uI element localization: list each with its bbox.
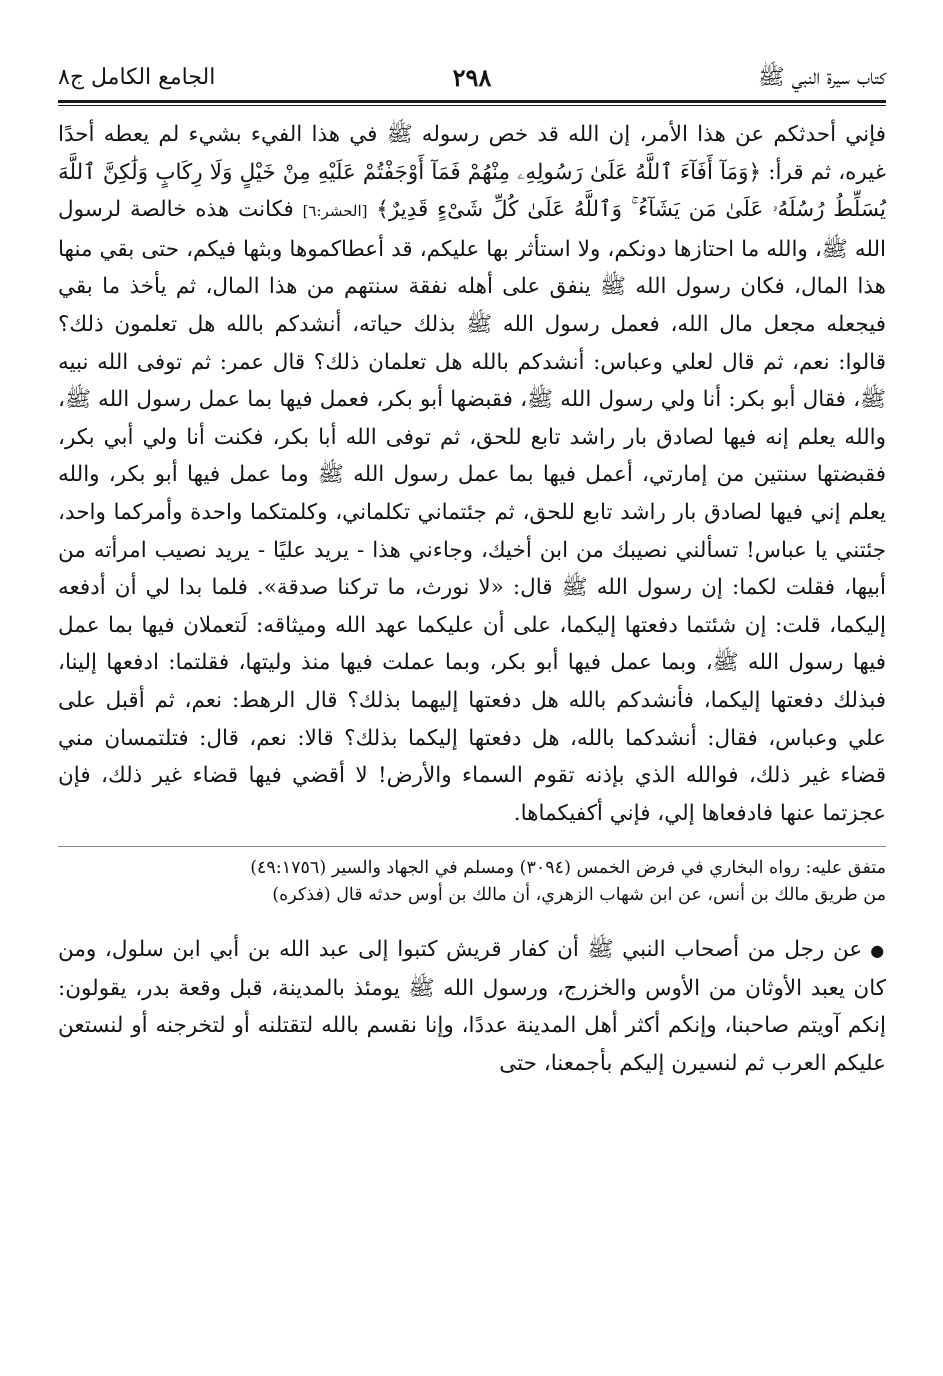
footnote-line-1: متفق عليه: رواه البخاري في فرض الخمس (٣٠٩٤) ومسلم في الجهاد والسير (٤٩:١٧٥٦) (250, 858, 886, 879)
next-hadith (58, 931, 886, 1082)
running-header (58, 58, 886, 98)
footnote-divider (58, 846, 886, 847)
paragraph-part1: فإني أحدثكم عن هذا الأمر، إن الله قد خص رسوله ﷺ في هذا الفيء بشيء لم يعطه أحدًا غيره، ثم قرأ: (58, 122, 887, 185)
bullet-icon: ● (870, 941, 886, 961)
paragraph-part2: فكانت هذه خالصة لرسول الله ﷺ، والله ما احتازها دونكم، ولا استأثر بها عليكم، قد أعطاكموها وبثها فيكم، حتى بقي منها هذا المال، فكان رسول الله ﷺ ينفق على أهله نفقة سنتهم من هذا المال، ثم يأخذ ما بقي فيجعله مجعل مال الله، فعمل رسول الله ﷺ بذلك حياته، أنشدكم بالله هل تعلمون ذلك؟ قالوا: نعم، ثم قال لعلي وعباس: أنشدكم بالله هل تعلمان ذلك؟ قال عمر: ثم توفى الله نبيه ﷺ، فقال أبو بكر: أنا ولي رسول الله ﷺ، فقبضها أبو بكر، فعمل فيها بما عمل رسول الله ﷺ، والله يعلم إنه فيها لصادق بار راشد تابع للحق، ثم توفى الله أبا بكر، فكنت أنا ولي أبي بكر، فقبضتها سنتين من إمارتي، أعمل فيها بما عمل رسول الله ﷺ وما عمل فيها أبو بكر، والله يعلم إني فيها لصادق بار راشد تابع للحق، ثم جئتماني تكلماني، وكلمتكما واحدة وأمركما واحد، جئتني يا عباس! تسألني نصيبك من ابن أخيك، وجاءني هذا - يريد عليًا - يريد نصيب امرأته من أبيها، فقلت لكما: إن رسول الله ﷺ قال: «لا نورث، ما تركنا صدقة». فلما بدا لي أن أدفعه إليكما، قلت: إن شئتما دفعتها إليكما، على أن عليكما عهد الله وميثاقه: لَتعملان فيها بما عمل فيها رسول الله ﷺ، وبما عمل فيها أبو بكر، وبما عملت فيها منذ وليتها، فقلتما: ادفعها إلينا، فبذلك دفعتها إليكما، فأنشدكم بالله هل دفعتها إليهما بذلك؟ قال الرهط: نعم، ثم أقبل على علي وعباس، فقال: أنشدكما بالله، هل دفعتها إليكما بذلك؟ قالا: نعم، قال: فتلتمسان مني قضاء غير ذلك، فوالله الذي بإذنه تقوم السماء والأرض! لا أقضي فيها قضاء غير ذلك، فإن عجزتما عنها فادفعاها إلي، فإني أكفيكماها. (58, 197, 886, 826)
next-hadith-text: عن رجل من أصحاب النبي ﷺ أن كفار قريش كتبوا إلى عبد الله بن أبي ابن سلول، ومن كان يعبد الأوثان من الأوس والخزرج، ورسول الله ﷺ يومئذ بالمدينة، قبل وقعة بدر، يقولون: إنكم آويتم صاحبنا، وإنكم أكثر أهل المدينة عددًا، وإنا نقسم بالله لتقتلنه أو لتخرجنه أو لنستعن عليكم العرب ثم لنسيرن إليكم بأجمعنا، حتى (58, 937, 886, 1077)
page-number: ٢٩٨ (452, 63, 492, 92)
footnote-line-2: من طريق مالك بن أنس، عن ابن شهاب الزهري، أن مالك بن أوس حدثه قال (فذكره) (272, 885, 886, 906)
hadith-body (58, 116, 886, 832)
collection-volume: الجامع الكامل ج٨ (58, 65, 216, 90)
hadith-paragraph (58, 116, 886, 832)
quran-verse: ﴿وَمَآ أَفَآءَ ٱللَّهُ عَلَىٰ رَسُولِهِۦ مِنْهُمْ فَمَآ أَوْجَفْتُمْ عَلَيْهِ مِنْ خَيْلٍ وَلَا رِكَابٍ وَلَٰكِنَّ ٱللَّهَ يُسَلِّطُ رُسُلَهُۥ عَلَىٰ مَن يَشَآءُ ۚ وَٱللَّهُ عَلَىٰ كُلِّ شَىْءٍ قَدِيرٌ﴾ (58, 159, 886, 223)
book-page (58, 58, 886, 1368)
book-title: كتاب سيرة النبي ﷺ (758, 65, 886, 90)
verse-reference: [الحشر:٦] (302, 202, 368, 221)
header-rule-thin (58, 105, 886, 106)
takhrij-footnote (58, 855, 886, 909)
next-hadith-paragraph (58, 931, 886, 1082)
header-rule-thick (58, 100, 886, 103)
